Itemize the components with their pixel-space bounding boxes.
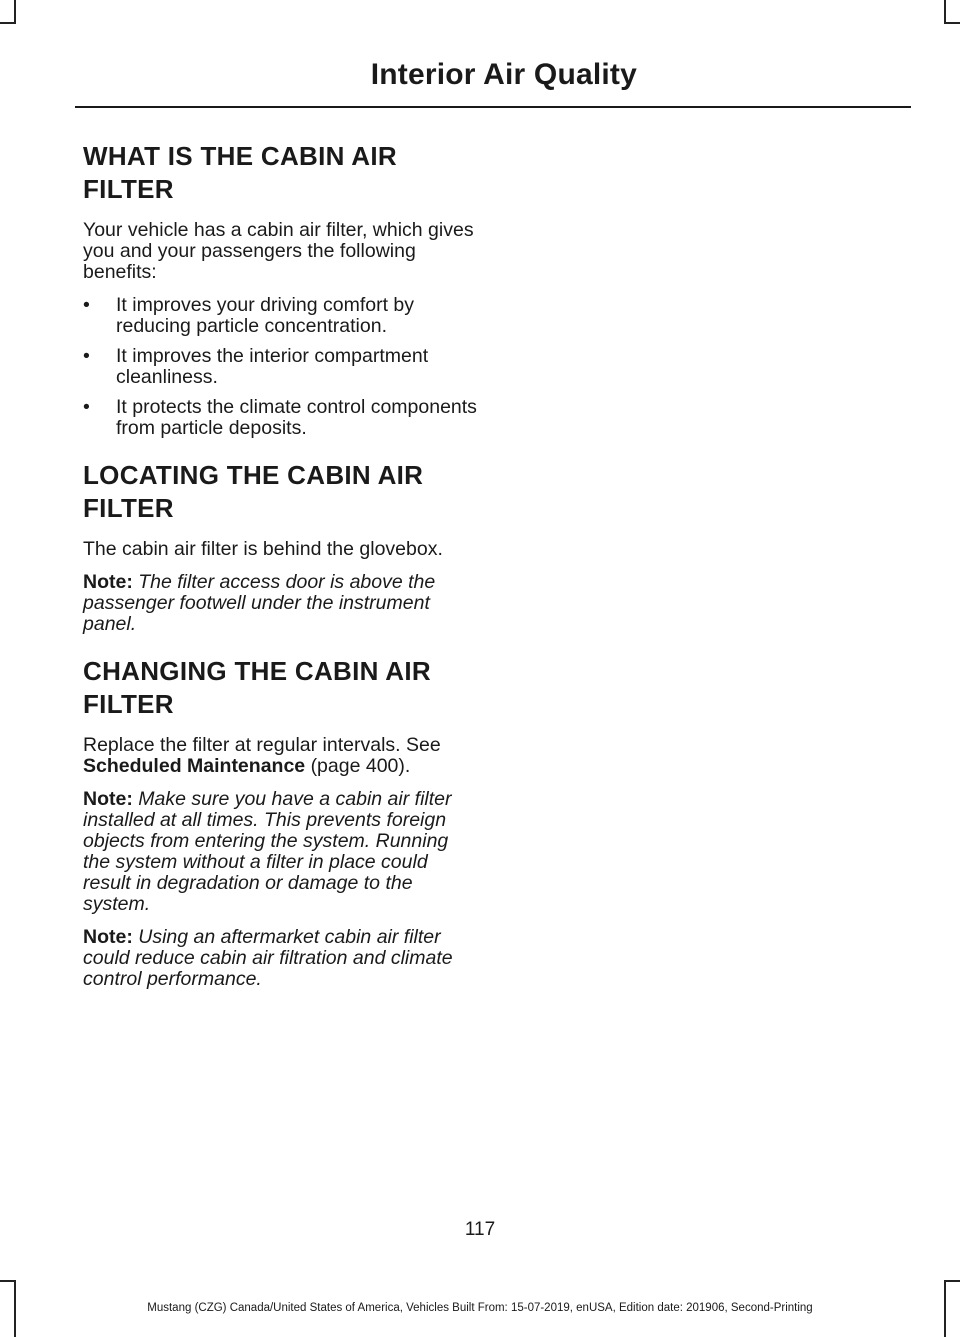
body-paragraph xyxy=(83,735,478,777)
note-text: The filter access door is above the passenger footwell under the instrument panel. xyxy=(83,571,436,635)
body-text: Replace the filter at regular intervals. See xyxy=(83,734,441,756)
list-item-text: It protects the climate control components from particle deposits. xyxy=(116,396,477,439)
bullet-icon: • xyxy=(83,396,90,418)
heading-line: CHANGING THE CABIN AIR xyxy=(83,656,431,686)
crop-mark xyxy=(944,1280,960,1282)
list-item xyxy=(83,295,478,337)
note-label: Note: xyxy=(83,788,133,810)
note-text: Make sure you have a cabin air filter installed at all times. This prevents foreign objects from entering the system. Running the system without a filter in place could result in degradation or damage to the system. xyxy=(83,788,452,915)
content-column xyxy=(83,140,478,1010)
intro-paragraph: Your vehicle has a cabin air filter, which gives you and your passengers the following benefits: xyxy=(83,219,474,283)
crop-mark xyxy=(0,1280,16,1282)
crop-mark xyxy=(944,22,960,24)
heading-line: FILTER xyxy=(83,689,174,719)
bullet-icon: • xyxy=(83,345,90,367)
header-divider xyxy=(75,106,911,108)
page-reference: (page 400). xyxy=(310,755,411,777)
list-item-text: It improves the interior compartment cleanliness. xyxy=(116,345,429,388)
section-heading xyxy=(83,140,478,206)
section-changing-filter xyxy=(83,655,478,990)
list-item xyxy=(83,397,478,439)
crop-mark xyxy=(944,0,946,22)
heading-line: FILTER xyxy=(83,174,174,204)
list-item-text: It improves your driving comfort by reducing particle concentration. xyxy=(116,294,415,337)
footer-text: Mustang (CZG) Canada/United States of America, Vehicles Built From: 15-07-2019, enUSA, Edition date: 201906, Second-Printing xyxy=(147,1302,813,1314)
section-locating-filter xyxy=(83,459,478,635)
page-number: 117 xyxy=(464,1219,496,1240)
crop-mark xyxy=(14,0,16,22)
section-what-is-filter xyxy=(83,140,478,439)
heading-line: FILTER xyxy=(83,493,174,523)
note-paragraph xyxy=(83,572,478,635)
scheduled-maintenance-link[interactable]: Scheduled Maintenance xyxy=(83,755,306,777)
crop-mark xyxy=(0,22,16,24)
bullet-icon: • xyxy=(83,294,90,316)
heading-line: WHAT IS THE CABIN AIR xyxy=(83,141,397,171)
list-item xyxy=(83,346,478,388)
note-paragraph xyxy=(83,789,478,915)
note-text: Using an aftermarket cabin air filter could reduce cabin air filtration and climate control performance. xyxy=(83,926,453,990)
page-title: Interior Air Quality xyxy=(370,58,637,91)
body-paragraph: The cabin air filter is behind the glovebox. xyxy=(83,538,443,560)
note-paragraph xyxy=(83,927,478,990)
benefits-list xyxy=(83,295,478,439)
section-heading xyxy=(83,459,478,525)
note-label: Note: xyxy=(83,571,133,593)
heading-line: LOCATING THE CABIN AIR xyxy=(83,460,424,490)
note-label: Note: xyxy=(83,926,133,948)
section-heading xyxy=(83,655,478,721)
